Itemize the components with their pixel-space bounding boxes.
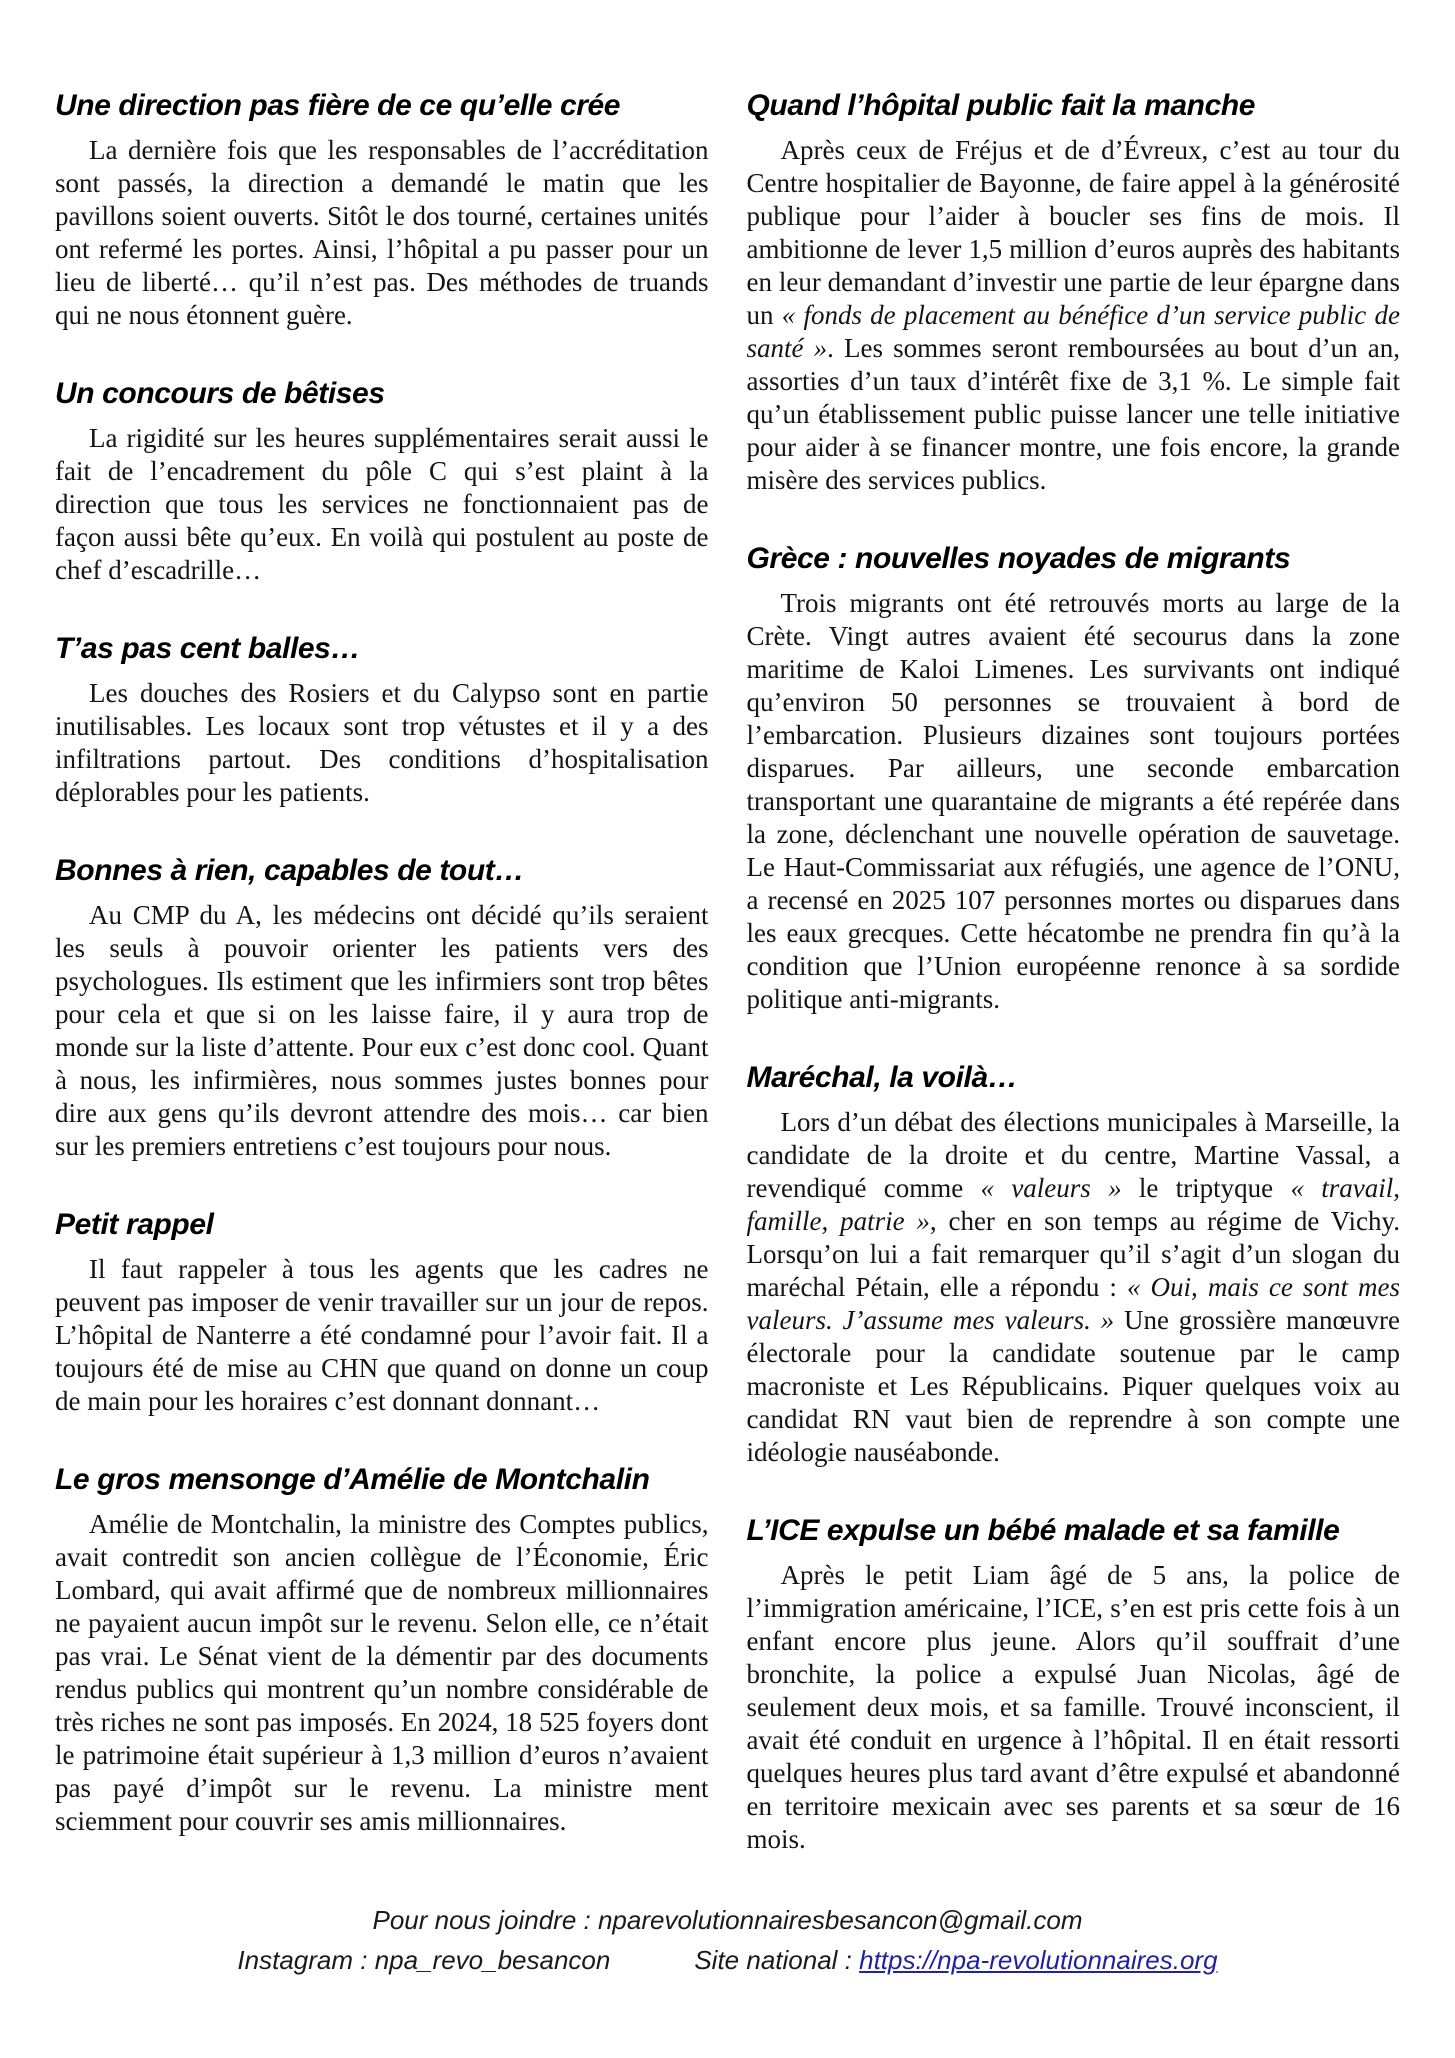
- footer-contact-line: [0, 1900, 1455, 1940]
- article-section: [55, 1207, 709, 1418]
- site-national-link[interactable]: https://npa-revolutionnaires.org: [859, 1945, 1218, 1975]
- section-heading: L’ICE expulse un bébé malade et sa famille: [746, 1514, 1340, 1547]
- article-section: [55, 853, 709, 1163]
- footer-links-line: [0, 1940, 1455, 1980]
- paragraph-text: le triptyque: [1121, 1173, 1291, 1203]
- paragraph-italic-text: « fonds de placement au bénéfice d’un service public de santé »: [746, 300, 1400, 363]
- paragraph-text: Les douches des Rosiers et du Calypso sont en partie inutilisables. Les locaux sont trop vétustes et il y a des infiltrations partout. Des conditions d’hospitalisation déplorables pour les patients.: [55, 678, 709, 807]
- section-heading: Grèce : nouvelles noyades de migrants: [746, 542, 1291, 575]
- footer-instagram-text: Instagram : npa_revo_besancon: [237, 1945, 611, 1975]
- section-paragraph: [747, 1106, 1401, 1469]
- paragraph-text: Lors d’un débat des élections municipales à Marseille, la candidate de la droite et du centre, Martine Vassal, a revendiqué comme: [746, 1107, 1400, 1203]
- paragraph-text: . Les sommes seront remboursées au bout d’un an, assorties d’un taux d’intérêt fixe de 3,1 %. Le simple fait qu’un établissement public puisse lancer une telle initiative pour aider à se financer montre, une fois encore, la grande misère des services publics.: [746, 333, 1400, 495]
- left-column: [55, 88, 709, 1856]
- article-section: [55, 631, 709, 809]
- article-section: [55, 88, 709, 332]
- section-paragraph: [747, 134, 1401, 497]
- article-section: [55, 1462, 709, 1838]
- paragraph-text: Au CMP du A, les médecins ont décidé qu’ils seraient les seuls à pouvoir orienter les patients vers des psychologues. Ils estiment que les infirmiers sont trop bêtes pour cela et que si on les laisse faire, il y aura trop de monde sur la liste d’attente. Pour eux c’est donc cool. Quant à nous, les infirmières, nous sommes justes bonnes pour dire aux gens qu’ils devront attendre des mois… car bien sur les premiers entretiens c’est toujours pour nous.: [55, 900, 709, 1161]
- section-paragraph: [747, 1559, 1401, 1856]
- article-section: [747, 541, 1401, 1016]
- paragraph-text: La dernière fois que les responsables de l’accréditation sont passés, la direction a demandé le matin que les pavillons soient ouverts. Sitôt le dos tourné, certaines unités ont refermé les portes. Ainsi, l’hôpital a pu passer pour un lieu de liberté… qu’il n’est pas. Des méthodes de truands qui ne nous étonnent guère.: [55, 135, 709, 330]
- footer: [0, 1900, 1455, 1980]
- article-section: [55, 376, 709, 587]
- paragraph-italic-text: « Oui, mais ce sont mes valeurs. J’assume mes valeurs. »: [746, 1272, 1400, 1335]
- section-heading: Quand l’hôpital public fait la manche: [746, 89, 1256, 122]
- footer-site-group: [694, 1940, 1217, 1980]
- article-section: [747, 88, 1401, 497]
- section-heading: Un concours de bêtises: [55, 377, 385, 410]
- section-paragraph: [747, 587, 1401, 1016]
- section-heading: Petit rappel: [55, 1208, 214, 1241]
- paragraph-text: Amélie de Montchalin, la ministre des Comptes publics, avait contredit son ancien collègue de l’Économie, Éric Lombard, qui avait affirmé que de nombreux millionnaires ne payaient aucun impôt sur le revenu. Selon elle, ce n’était pas vrai. Le Sénat vient de la démentir par des documents rendus publics qui montrent qu’un nombre considérable de très riches ne sont pas imposés. En 2024, 18 525 foyers dont le patrimoine était supérieur à 1,3 million d’euros n’avaient pas payé d’impôt sur le revenu. La ministre ment sciemment pour couvrir ses amis millionnaires.: [55, 1509, 709, 1836]
- footer-site-label: Site national :: [694, 1945, 860, 1975]
- section-paragraph: [55, 134, 709, 332]
- section-heading: Le gros mensonge d’Amélie de Montchalin: [55, 1463, 650, 1496]
- paragraph-text: Après le petit Liam âgé de 5 ans, la police de l’immigration américaine, l’ICE, s’en est pris cette fois à un enfant encore plus jeune. Alors qu’il souffrait d’une bronchite, la police a expulsé Juan Nicolas, âgé de seulement deux mois, et sa famille. Trouvé inconscient, il avait été conduit en urgence à l’hôpital. Il en était ressorti quelques heures plus tard avant d’être expulsé et abandonné en territoire mexicain avec ses parents et sa sœur de 16 mois.: [746, 1560, 1400, 1854]
- section-paragraph: [55, 1508, 709, 1838]
- section-heading: Une direction pas fière de ce qu’elle crée: [55, 89, 621, 122]
- section-heading: T’as pas cent balles…: [55, 632, 361, 665]
- section-heading: Bonnes à rien, capables de tout…: [55, 854, 524, 887]
- right-column: [747, 88, 1401, 1856]
- section-paragraph: [55, 899, 709, 1163]
- paragraph-text: Il faut rappeler à tous les agents que les cadres ne peuvent pas imposer de venir travailler sur un jour de repos. L’hôpital de Nanterre a été condamné pour l’avoir fait. Il a toujours été de mise au CHN que quand on donne un coup de main pour les horaires c’est donnant donnant…: [55, 1254, 709, 1416]
- paragraph-italic-text: « travail, famille, patrie »: [746, 1173, 1400, 1236]
- paragraph-text: Une grossière manœuvre électorale pour la candidate soutenue par le camp macroniste et Les Républicains. Piquer quelques voix au candidat RN vaut bien de reprendre à son compte une idéologie nauséabonde.: [746, 1305, 1400, 1467]
- article-section: [747, 1060, 1401, 1469]
- section-paragraph: [55, 1253, 709, 1418]
- paragraph-italic-text: « valeurs »: [980, 1173, 1122, 1203]
- section-paragraph: [55, 422, 709, 587]
- section-paragraph: [55, 677, 709, 809]
- article-section: [747, 1513, 1401, 1856]
- paragraph-text: Après ceux de Fréjus et de d’Évreux, c’est au tour du Centre hospitalier de Bayonne, de faire appel à la générosité publique pour l’aider à boucler ses fins de mois. Il ambitionne de lever 1,5 million d’euros auprès des habitants en leur demandant d’investir une partie de leur épargne dans un: [746, 135, 1400, 330]
- paragraph-text: La rigidité sur les heures supplémentaires serait aussi le fait de l’encadrement du pôle C qui s’est plaint à la direction que tous les services ne fonctionnaient pas de façon aussi bête qu’eux. En voilà qui postulent au poste de chef d’escadrille…: [55, 423, 709, 585]
- footer-contact-text: Pour nous joindre : nparevolutionnairesbesancon@gmail.com: [372, 1905, 1083, 1935]
- paragraph-text: , cher en son temps au régime de Vichy. Lorsqu’on lui a fait remarquer qu’il s’agit d’un slogan du maréchal Pétain, elle a répondu :: [746, 1206, 1400, 1302]
- paragraph-text: Trois migrants ont été retrouvés morts au large de la Crète. Vingt autres avaient été secourus dans la zone maritime de Kaloi Limenes. Les survivants ont indiqué qu’environ 50 personnes se trouvaient à bord de l’embarcation. Plusieurs dizaines sont toujours portées disparues. Par ailleurs, une seconde embarcation transportant une quarantaine de migrants a été repérée dans la zone, déclenchant une nouvelle opération de sauvetage. Le Haut-Commissariat aux réfugiés, une agence de l’ONU, a recensé en 2025 107 personnes mortes ou disparues dans les eaux grecques. Cette hécatombe ne prendra fin qu’à la condition que l’Union européenne renonce à sa sordide politique anti-migrants.: [746, 588, 1400, 1014]
- section-heading: Maréchal, la voilà…: [746, 1061, 1018, 1094]
